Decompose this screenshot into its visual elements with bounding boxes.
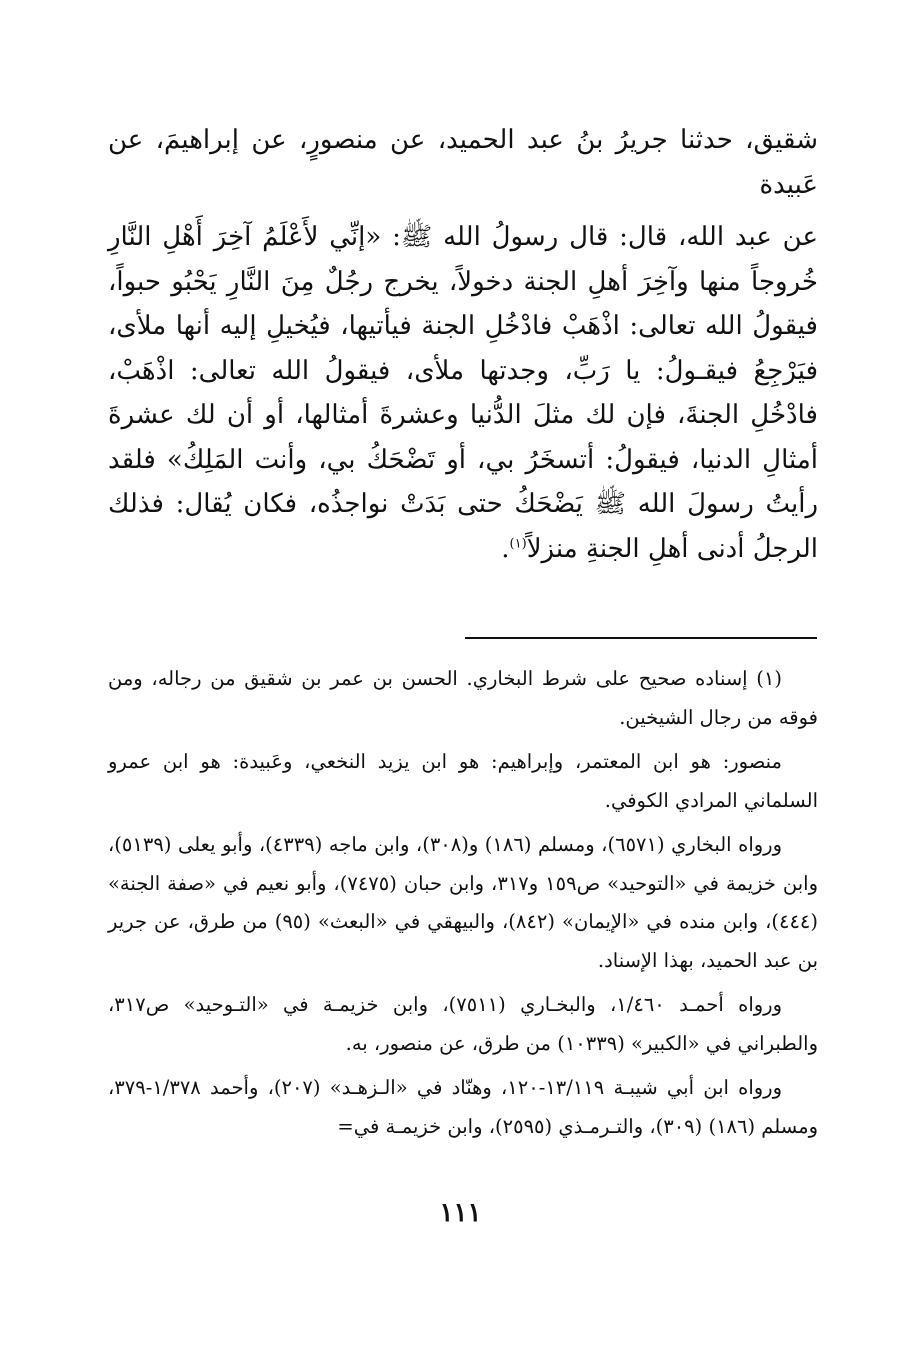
- main-paragraph-1: شقيق، حدثنا جريرُ بنُ عبد الحميد، عن منصورٍ، عن إبراهيمَ، عن عَبيدة: [108, 125, 818, 200]
- footnote-paragraph-5: ورواه ابن أبي شيبـة ١٣/١١٩-١٢٠، وهنّاد في «الـزهـد» (٢٠٧)، وأحمد ١/٣٧٨-٣٧٩، ومسلم (١٨٦) (٣٠٩)، والتـرمـذي (٢٥٩٥)، وابن خزيمـة في=: [108, 1076, 818, 1138]
- footnote-separator: [465, 637, 817, 639]
- main-text: [108, 118, 818, 571]
- page-number: ١١١: [439, 1198, 482, 1228]
- footnote-paragraph-4: ورواه أحمـد ١/٤٦٠، والبخـاري (٧٥١١)، وابن خزيمـة في «التـوحيد» ص٣١٧، والطبراني في «الكبير» (١٠٣٣٩) من طرق، عن منصور، به.: [108, 993, 818, 1055]
- footnote-1: (١) إسناده صحيح على شرط البخاري. الحسن بن عمر بن شقيق من رجاله، ومن فوقه من رجال الشيخين.: [108, 667, 818, 729]
- footnote-reference: (١): [509, 535, 527, 551]
- sentence-end: .: [501, 533, 510, 564]
- footnotes: [108, 660, 818, 1152]
- hadith-text: عن عبد الله، قال: قال رسولُ الله ﷺ: «إنِّي لأَعْلَمُ آخِرَ أَهْلِ النَّارِ خُروجاً منها وآخِرَ أهلِ الجنة دخولاً، يخرج رجُلٌ مِنَ النَّارِ يَحْبُو حبواً، فيقولُ الله تعالى: اذْهَبْ فادْخُلِ الجنة فيأتيها، فيُخيلِ إليه أنها ملأى، فيَرْجِعُ فيقـولُ: يا رَبِّ، وجدتها ملأى، فيقولُ الله تعالى: اذْهَبْ، فادْخُلِ الجنةَ، فإن لك مثلَ الدُّنيا وعشرةَ أمثالها، أو أن لك عشرةَ أمثالِ الدنيا، فيقولُ: أتسخَرُ بي، أو تَضْحَكُ بي، وأنت المَلِكُ» فلقد رأيتُ رسولَ الله ﷺ يَضْحَكُ حتى بَدَتْ نواجذُه، فكان يُقال: فذلك الرجلُ أدنى أهلِ الجنةِ منزلاً: [108, 222, 818, 564]
- main-paragraph-2: [108, 215, 818, 571]
- footnote-paragraph-2: منصور: هو ابن المعتمر، وإبراهيم: هو ابن يزيد النخعي، وعَبيدة: هو ابن عمرو السلماني المرادي الكوفي.: [108, 750, 818, 812]
- footnote-paragraph-3: ورواه البخاري (٦٥٧١)، ومسلم (١٨٦) و(٣٠٨)، وابن ماجه (٤٣٣٩)، وأبو يعلى (٥١٣٩)، وابن خزيمة في «التوحيد» ص١٥٩ و٣١٧، وابن حبان (٧٤٧٥)، وأبو نعيم في «صفة الجنة» (٤٤٤)، وابن منده في «الإيمان» (٨٤٢)، والبيهقي في «البعث» (٩٥) من طرق، عن جرير بن عبد الحميد، بهذا الإسناد.: [108, 833, 819, 972]
